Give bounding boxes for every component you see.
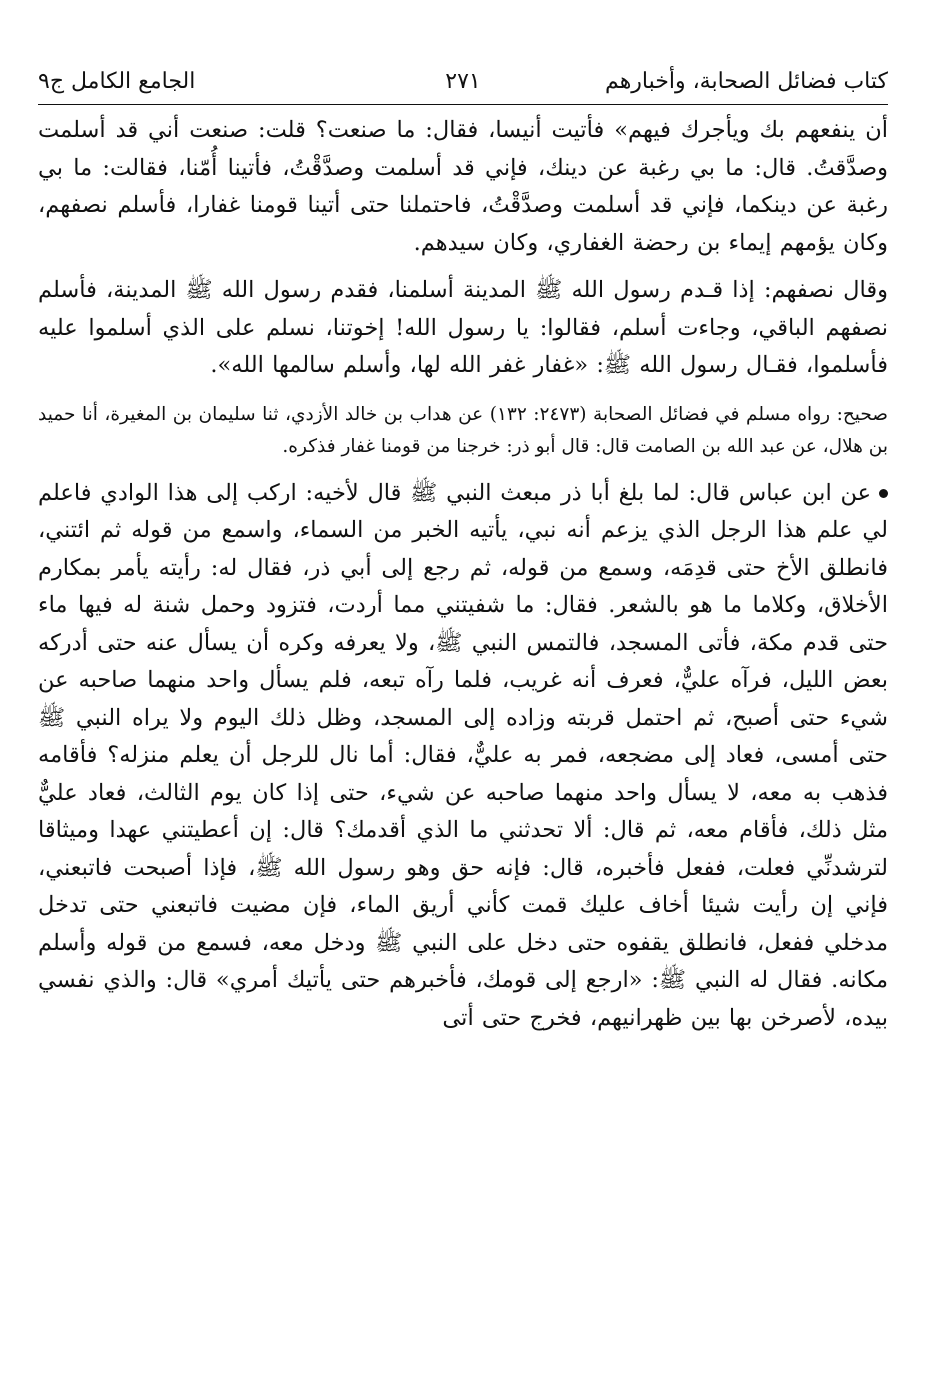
page-number: ٢٧١ [445, 69, 481, 94]
series-title: الجامع الكامل ج٩ [38, 69, 196, 94]
hadith-paragraph [38, 475, 888, 1038]
takhrij-note: صحيح: رواه مسلم في فضائل الصحابة (٢٤٧٣: ١٣٢) عن هداب بن خالد الأزدي، ثنا سليمان بن المغيرة، أنا حميد بن هلال، عن عبد الله بن الصامت قال: قال أبو ذر: خرجنا من قومنا غفار فذكره. [38, 403, 888, 457]
hadith-text: عن ابن عباس قال: لما بلغ أبا ذر مبعث النبي ﷺ قال لأخيه: اركب إلى هذا الوادي فاعلم لي علم هذا الرجل الذي يزعم أنه نبي، يأتيه الخبر من السماء، واسمع من قوله ثم ائتني، فانطلق الأخ حتى قدِمَه، وسمع من قوله، ثم رجع إلى أبي ذر، فقال له: رأيته يأمر بمكارم الأخلاق، وكلاما ما هو بالشعر. فقال: ما شفيتني مما أردت، فتزود وحمل شنة له فيها ماء حتى قدم مكة، فأتى المسجد، فالتمس النبي ﷺ، ولا يعرفه وكره أن يسأل عنه حتى أدركه بعض الليل، فرآه عليٌّ، فعرف أنه غريب، فلما رآه تبعه، فلم يسأل واحد منهما صاحبه عن شيء حتى أصبح، ثم احتمل قربته وزاده إلى المسجد، وظل ذلك اليوم ولا يراه النبي ﷺ حتى أمسى، فعاد إلى مضجعه، فمر به عليٌّ، فقال: أما نال للرجل أن يعلم منزله؟ فأقامه فذهب به معه، لا يسأل واحد منهما صاحبه عن شيء، حتى إذا كان يوم الثالث، فعاد عليٌّ مثل ذلك، فأقام معه، ثم قال: ألا تحدثني ما الذي أقدمك؟ قال: إن أعطيتني عهدا وميثاقا لترشدنِّي فعلت، ففعل فأخبره، قال: فإنه حق وهو رسول الله ﷺ، فإذا أصبحت فاتبعني، فإني إن رأيت شيئا أخاف عليك قمت كأني أريق الماء، فإن مضيت فاتبعني حتى تدخل مدخلي ففعل، فانطلق يقفوه حتى دخل على النبي ﷺ ودخل معه، فسمع من قوله وأسلم مكانه. فقال له النبي ﷺ: «ارجع إلى قومك، فأخبرهم حتى يأتيك أمري» قال: والذي نفسي بيده، لأصرخن بها بين ظهرانيهم، فخرج حتى أتى [38, 479, 888, 1031]
book-title: كتاب فضائل الصحابة، وأخبارهم [605, 69, 888, 94]
paragraph-second-half: وقال نصفهم: إذا قـدم رسول الله ﷺ المدينة أسلمنا، فقدم رسول الله ﷺ المدينة، فأسلم نصفهم الباقي، وجاءت أسلم، فقالوا: يا رسول الله! إخوتنا، نسلم على الذي أسلموا عليه فأسلموا، فقـال رسول الله ﷺ: «غفار غفر الله لها، وأسلم سالمها الله». [38, 277, 888, 378]
page-body [38, 112, 888, 1037]
header-rule [38, 104, 888, 105]
book-page [38, 0, 888, 1374]
bullet-icon [879, 489, 888, 498]
page-header [38, 64, 888, 100]
paragraph-continuation: أن ينفعهم بك ويأجرك فيهم» فأتيت أنيسا، فقال: ما صنعت؟ قلت: صنعت أني قد أسلمت وصدَّقتُ. قال: ما بي رغبة عن دينك، فإني قد أسلمت وصدَّقْتُ، فأتينا أُمّنا، فقالت: ما بي رغبة عن دينكما، فإني قد أسلمت وصدَّقْتُ، فاحتملنا حتى أتينا قومنا غفارا، فأسلم نصفهم، وكان يؤمهم إيماء بن رحضة الغفاري، وكان سيدهم. [38, 117, 888, 256]
